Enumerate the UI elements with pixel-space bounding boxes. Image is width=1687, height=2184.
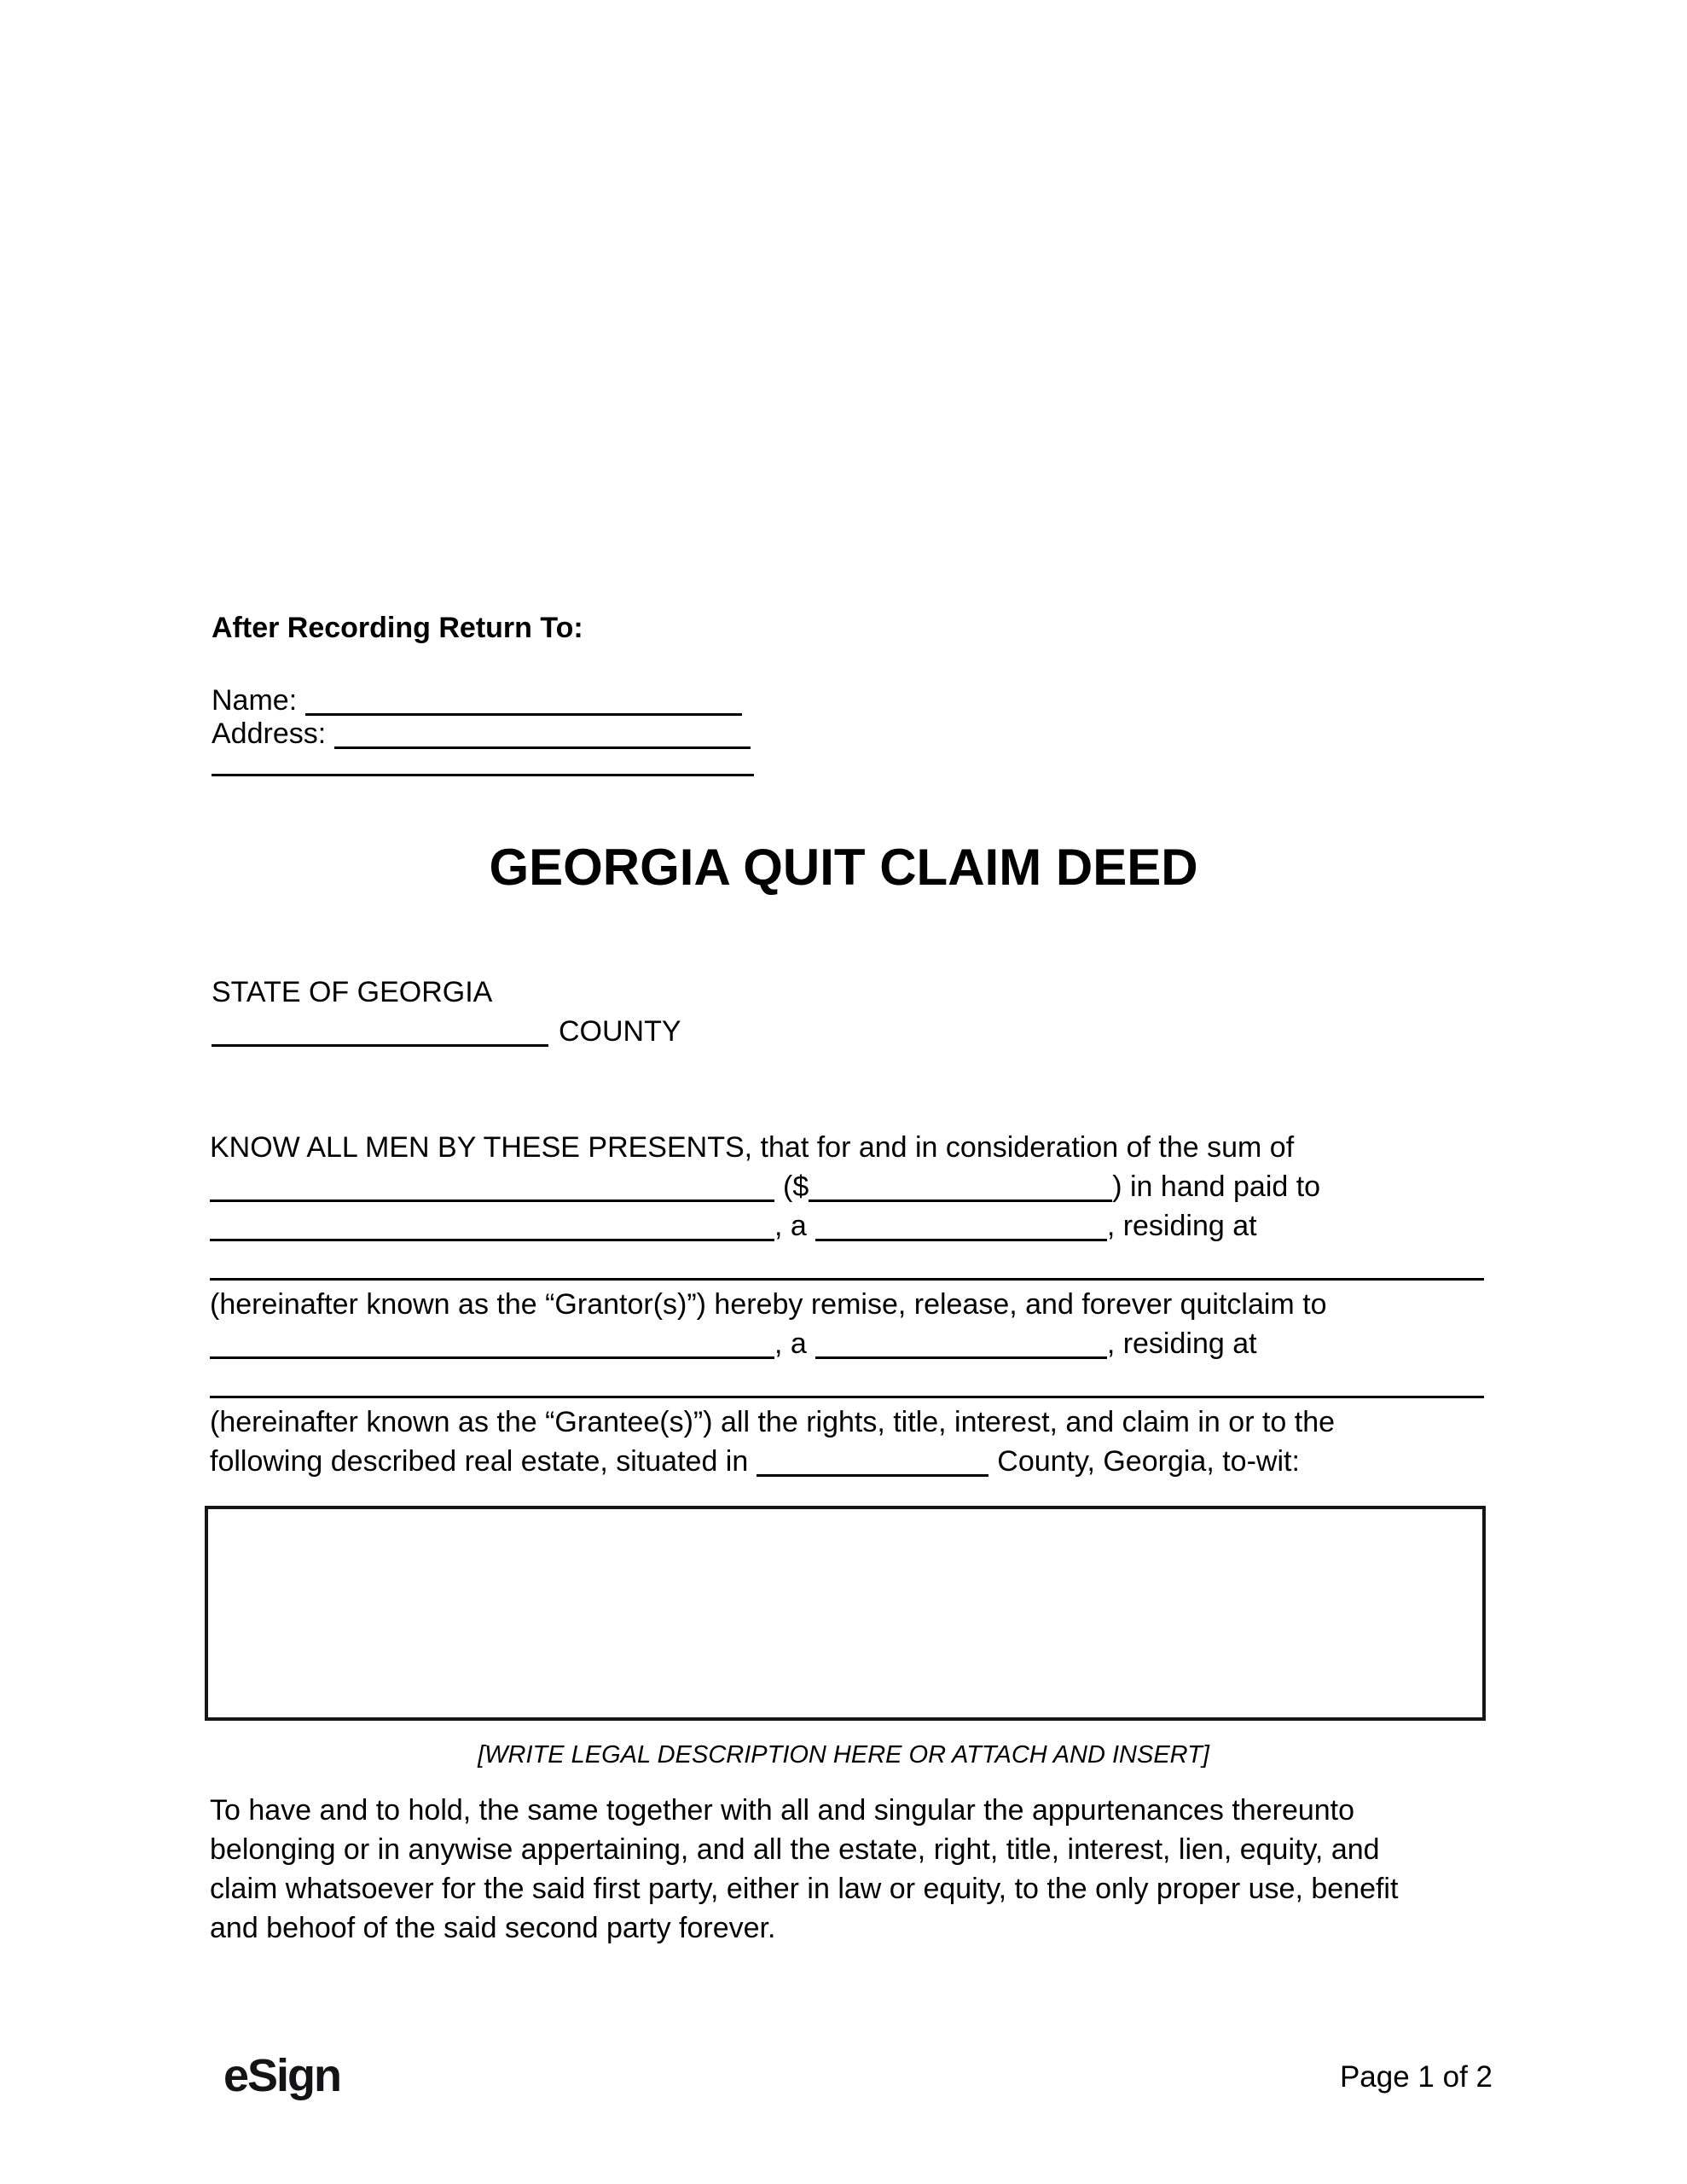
return-name-row (212, 683, 742, 717)
legal-description-caption: [WRITE LEGAL DESCRIPTION HERE OR ATTACH AND INSERT] (478, 1741, 1209, 1769)
name-blank[interactable] (305, 713, 742, 716)
address-blank-2[interactable] (212, 774, 754, 776)
dollar-amount-blank[interactable] (809, 1199, 1112, 1202)
legal-description-box[interactable] (205, 1506, 1486, 1721)
grantor-entity-type-blank[interactable] (815, 1239, 1107, 1241)
habendum-line-3: claim whatsoever for the said first party, either in law or equity, to the only proper use, benefit (210, 1873, 1399, 1905)
grantor-clause-line: (hereinafter known as the “Grantor(s)”) hereby remise, release, and forever quitclaim to (210, 1288, 1327, 1321)
situated-suffix-text: County, Georgia, to-wit: (997, 1445, 1300, 1478)
habendum-line-2: belonging or in anywise appertaining, and all the estate, right, title, interest, lien, equity, and (210, 1833, 1380, 1866)
grantee-residing-text: , residing at (1106, 1327, 1257, 1360)
consideration-amount-words-blank[interactable] (210, 1199, 774, 1202)
situated-prefix-text: following described real estate, situated in (210, 1445, 749, 1478)
esign-logo: eSign (223, 2050, 341, 2101)
grantor-residing-text: , residing at (1106, 1210, 1257, 1242)
money-close-text: ) in hand paid to (1112, 1170, 1321, 1203)
grantor-comma-a-text: , a (774, 1210, 807, 1242)
consideration-paragraph (210, 1128, 1506, 1481)
grantee-address-blank[interactable] (210, 1396, 1484, 1398)
habendum-paragraph (210, 1791, 1506, 1948)
consideration-line-2 (210, 1167, 1506, 1206)
county-blank[interactable] (212, 1044, 548, 1047)
page-indicator: Page 1 of 2 (1339, 2060, 1493, 2094)
habendum-line-4: and behoof of the said second party forever. (210, 1912, 776, 1944)
grantor-line (210, 1206, 1506, 1246)
after-recording-heading: After Recording Return To: (212, 612, 583, 644)
money-open-text: ($ (783, 1170, 809, 1203)
grantor-name-blank[interactable] (210, 1239, 774, 1241)
county-row (212, 1012, 681, 1051)
grantee-comma-a-text: , a (774, 1327, 807, 1360)
situated-line (210, 1442, 1506, 1481)
name-label: Name: (212, 684, 298, 717)
document-title: GEORGIA QUIT CLAIM DEED (489, 839, 1198, 896)
consideration-line-1: KNOW ALL MEN BY THESE PRESENTS, that for and in consideration of the sum of (210, 1131, 1295, 1164)
state-line: STATE OF GEORGIA (212, 976, 493, 1008)
grantor-address-line (210, 1246, 1506, 1285)
habendum-line-1: To have and to hold, the same together with all and singular the appurtenances thereunto (210, 1794, 1355, 1827)
grantee-line (210, 1324, 1506, 1363)
grantee-name-blank[interactable] (210, 1356, 774, 1359)
county-label: COUNTY (559, 1015, 681, 1048)
grantee-clause-line: (hereinafter known as the “Grantee(s)”) all the rights, title, interest, and claim in or to the (210, 1406, 1336, 1438)
return-address-row-2 (212, 744, 754, 778)
situated-county-blank[interactable] (757, 1474, 988, 1477)
grantee-address-line (210, 1363, 1506, 1403)
grantee-entity-type-blank[interactable] (815, 1356, 1107, 1359)
grantor-address-blank[interactable] (210, 1278, 1484, 1281)
address-label: Address: (212, 717, 327, 750)
